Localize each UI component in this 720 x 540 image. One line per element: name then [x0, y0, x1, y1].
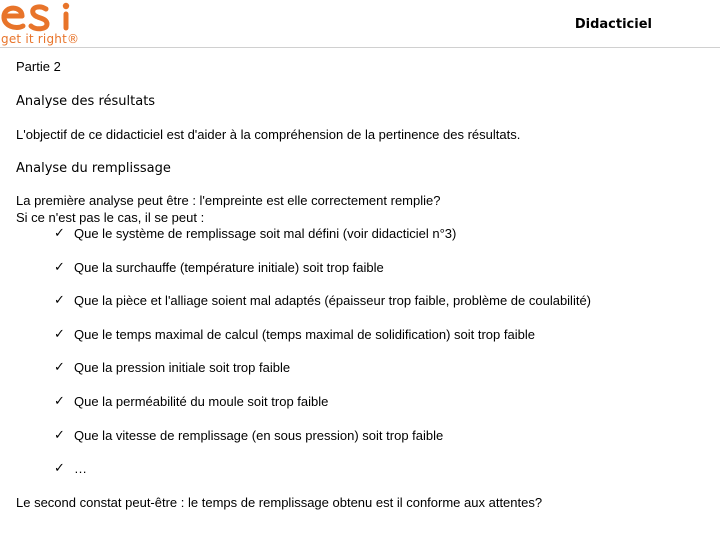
- document-body: [16, 59, 706, 511]
- checklist-item: [16, 461, 706, 478]
- doc-title: Didacticiel: [574, 17, 652, 32]
- checklist-item: [16, 293, 706, 310]
- final-statement: Le second constat peut-être : le temps de remplissage obtenu est il conforme aux attentes?: [16, 494, 543, 510]
- checkmark-icon: ✓: [54, 259, 65, 275]
- checklist-item: [16, 226, 706, 243]
- checklist-item: [16, 260, 706, 277]
- esi-logo-mark: [0, 0, 84, 34]
- esi-logo: [0, 0, 84, 48]
- checklist-item: [16, 394, 706, 411]
- checklist: [16, 226, 706, 478]
- checkmark-icon: ✓: [54, 461, 65, 477]
- checklist-text: Que la perméabilité du moule soit trop faible: [74, 393, 329, 409]
- part-label: Partie 2: [16, 59, 61, 74]
- checkmark-icon: ✓: [54, 360, 65, 376]
- checkmark-icon: ✓: [54, 226, 65, 241]
- checkmark-icon: ✓: [54, 293, 65, 309]
- checklist-item: [16, 360, 706, 377]
- checklist-text: …: [74, 461, 87, 477]
- brand-tagline: get it right®: [1, 32, 80, 46]
- checklist-text: Que la pression initiale soit trop faible: [74, 360, 291, 376]
- intro-line-1: La première analyse peut être : l'empreinte est elle correctement remplie?: [16, 193, 441, 208]
- header-divider: [0, 47, 720, 48]
- checklist-text: Que le système de remplissage soit mal défini (voir didacticiel n°3): [74, 226, 457, 241]
- intro-line-2: Si ce n'est pas le cas, il se peut :: [16, 209, 205, 225]
- checklist-item: [16, 428, 706, 445]
- checklist-text: Que la pièce et l'alliage soient mal adaptés (épaisseur trop faible, problème de coulabilité): [74, 293, 592, 309]
- checklist-item: [16, 327, 706, 344]
- checkmark-icon: ✓: [54, 326, 65, 342]
- checklist-text: Que la surchauffe (température initiale) soit trop faible: [74, 259, 384, 275]
- checkmark-icon: ✓: [54, 427, 65, 443]
- checkmark-icon: ✓: [54, 393, 65, 409]
- checklist-text: Que le temps maximal de calcul (temps maximal de solidification) soit trop faible: [74, 326, 535, 342]
- heading-filling: Analyse du remplissage: [16, 160, 171, 176]
- objective-text: L'objectif de ce didacticiel est d'aider à la compréhension de la pertinence des résultats.: [16, 127, 521, 142]
- checklist-text: Que la vitesse de remplissage (en sous pression) soit trop faible: [74, 427, 444, 443]
- heading-results: Analyse des résultats: [16, 93, 156, 109]
